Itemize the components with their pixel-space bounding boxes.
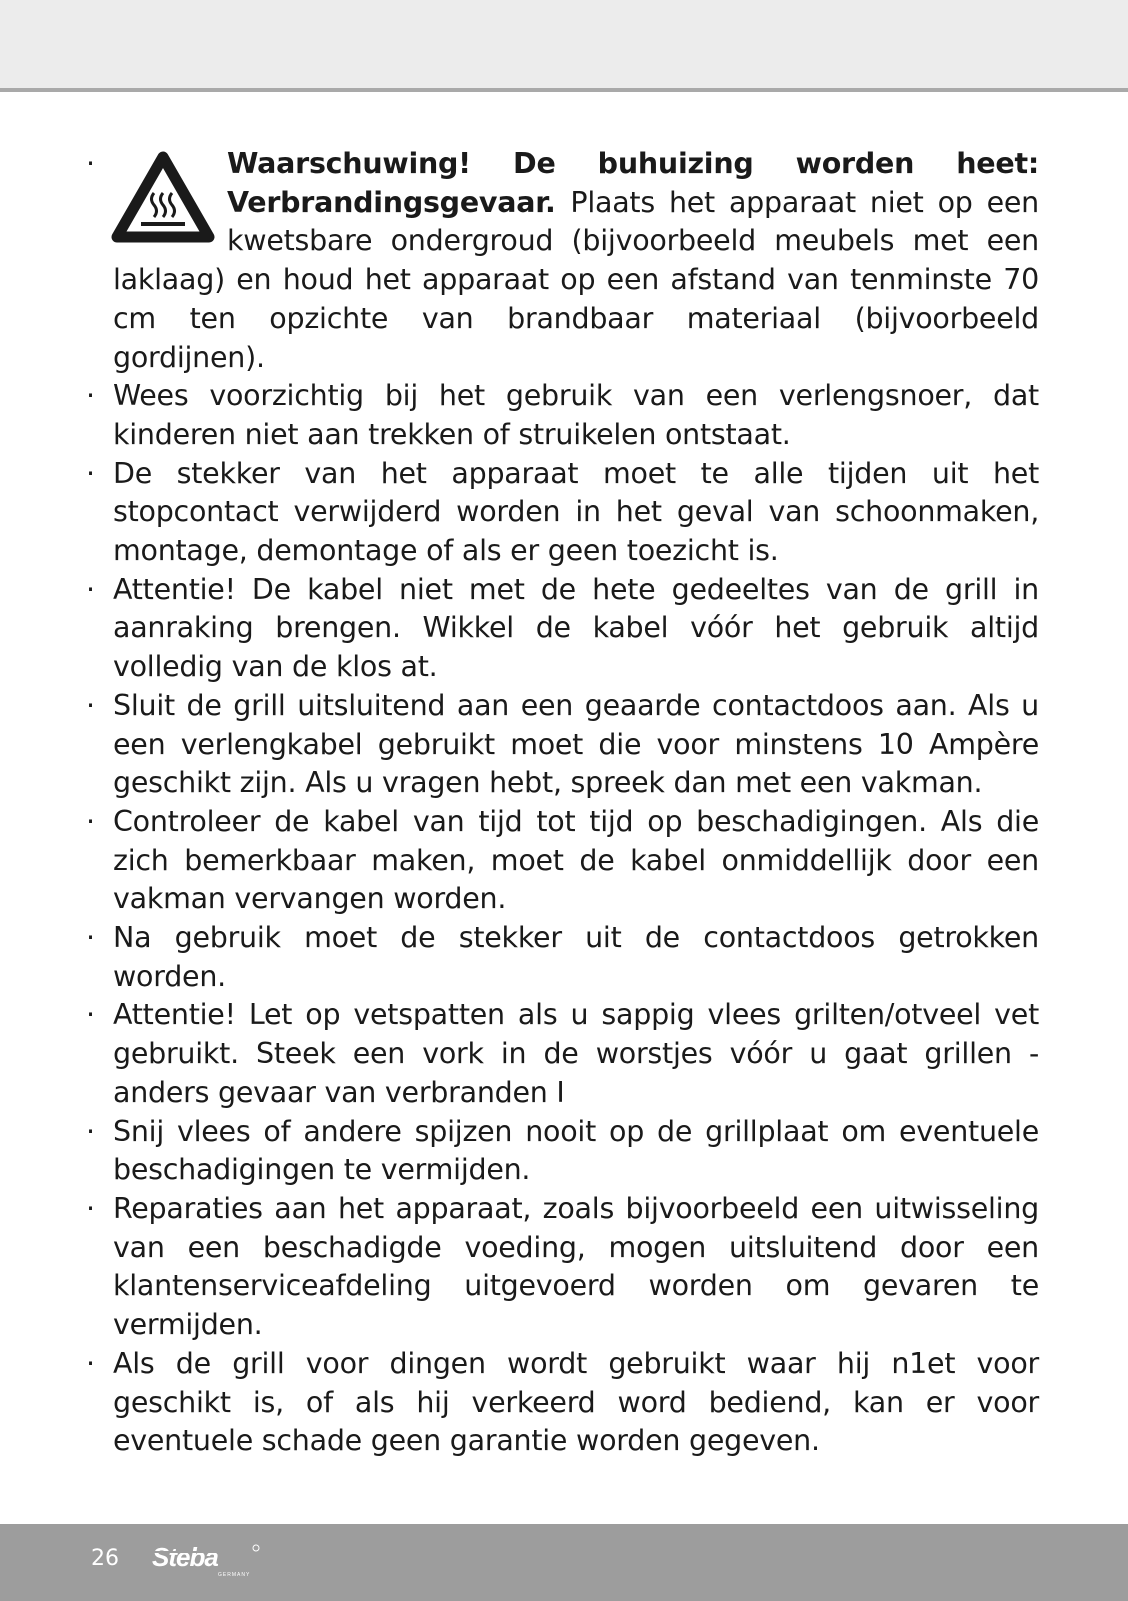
- list-item-text: Wees voorzichtig bij het gebruik van een verlengsnoer, dat kinderen niet aan trekken of struikelen ontstaat.: [113, 379, 1039, 451]
- list-item-text: Na gebruik moet de stekker uit de contactdoos getrokken worden.: [113, 921, 1039, 993]
- list-item-text: Attentie! Let op vetspatten als u sappig vlees grilten/otveel vet gebruikt. Steek een vork in de worstjes vóór u gaat grillen - anders gevaar van verbranden I: [113, 998, 1039, 1109]
- warning-item: [84, 145, 1039, 377]
- list-item: [84, 1345, 1039, 1461]
- list-item: [84, 996, 1039, 1112]
- bullet: ·: [86, 456, 95, 490]
- header-band: [0, 0, 1128, 88]
- list-item: [84, 919, 1039, 996]
- list-item: [84, 1190, 1039, 1345]
- svg-text:Steba: Steba: [152, 1542, 218, 1572]
- bullet: ·: [86, 921, 95, 955]
- list-item: [84, 687, 1039, 803]
- safety-instructions: [84, 145, 1039, 1461]
- hot-surface-warning-icon: [109, 149, 217, 249]
- list-item: [84, 571, 1039, 687]
- bullet: ·: [86, 688, 95, 722]
- list-item-text: Attentie! De kabel niet met de hete gedeeltes van de grill in aanraking brengen. Wikkel de kabel vóór het gebruik altijd volledig van de klos at.: [113, 572, 1039, 684]
- list-item-text: Controleer de kabel van tijd tot tijd op beschadigingen. Als die zich bemerkbaar maken, moet de kabel onmiddellijk door een vakman vervangen worden.: [113, 804, 1039, 916]
- warning-heading: Waarschuwing! De buhuizing worden heet: Verbrandingsgevaar.: [227, 147, 1039, 219]
- bullet: ·: [86, 1346, 95, 1380]
- bullet: ·: [86, 379, 95, 413]
- bullet: ·: [86, 804, 95, 838]
- list-item: [84, 803, 1039, 919]
- list-item-text: Reparaties aan het apparaat, zoals bijvoorbeeld een uitwisseling van een beschadigde voeding, mogen uitsluitend door een klantenserviceafdeling uitgevoerd worden om gevaren te vermijden.: [113, 1191, 1039, 1342]
- list-item: [84, 455, 1039, 571]
- list-item: [84, 377, 1039, 454]
- svg-text:GERMANY: GERMANY: [218, 1572, 251, 1578]
- bullet: ·: [86, 572, 95, 606]
- list-item-text: Als de grill voor dingen wordt gebruikt waar hij n1et voor geschikt is, of als hij verkeerd word bediend, kan er voor eventuele schade geen garantie worden gegeven.: [113, 1346, 1039, 1458]
- bullet: ·: [86, 1114, 95, 1148]
- warning-text: Plaats het apparaat niet op een kwetsbare ondergroud (bijvoorbeeld meubels met een laklaag) en houd het apparaat op een afstand van tenminste 70 cm ten opzichte van brandbaar materiaal (bijvoorbeeld gordijnen).: [113, 185, 1039, 374]
- list-item: [84, 1113, 1039, 1190]
- list-item-text: De stekker van het apparaat moet te alle tijden uit het stopcontact verwijderd worden in het geval van schoonmaken, montage, demontage of als er geen toezicht is.: [113, 456, 1039, 568]
- header-rule: [0, 88, 1128, 92]
- bullet: ·: [86, 147, 95, 180]
- page-number: 26: [91, 1546, 119, 1571]
- list-item-text: Snij vlees of andere spijzen nooit op de grillplaat om eventuele beschadigingen te vermijden.: [113, 1114, 1039, 1187]
- bullet: ·: [86, 998, 95, 1032]
- bullet: ·: [86, 1191, 95, 1225]
- steba-logo: [150, 1542, 262, 1586]
- list-item-text: Sluit de grill uitsluitend aan een geaarde contactdoos aan. Als u een verlengkabel gebruikt moet die voor minstens 10 Ampère geschikt zijn. Als u vragen hebt, spreek dan met een vakman.: [113, 688, 1039, 800]
- footer-band: [0, 1524, 1128, 1601]
